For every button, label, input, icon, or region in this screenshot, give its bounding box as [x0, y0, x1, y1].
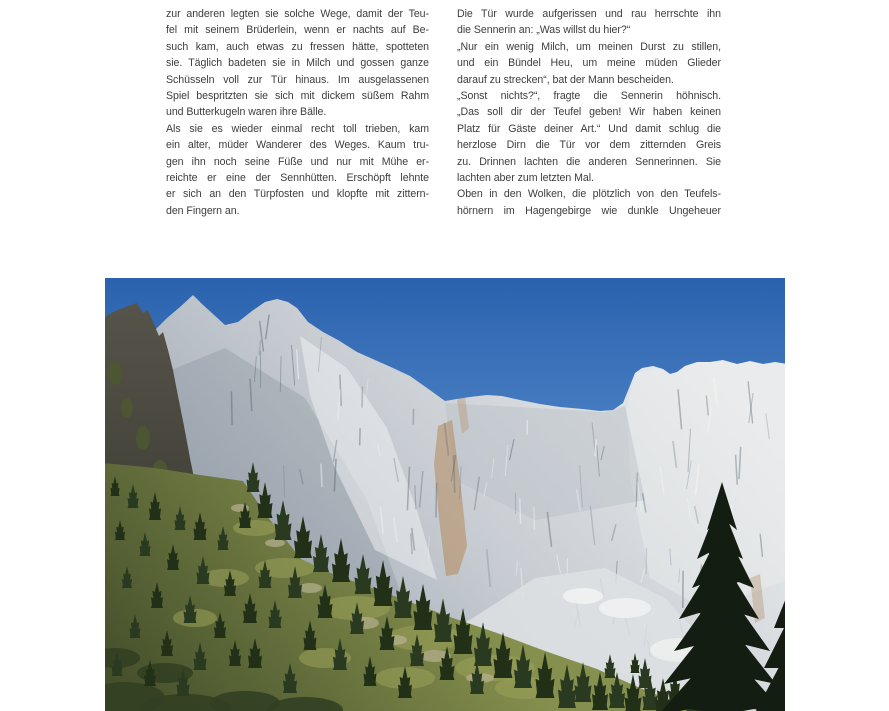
text-line: zur anderen legten sie solche Wege, damit der Teu- [166, 8, 429, 20]
text-line: Schüsseln voll zur Tür hinaus. Im ausgelassenen [166, 73, 429, 86]
text-line: lachten aber zum letzten Mal. [457, 171, 594, 184]
text-line: und Butterkugeln waren ihre Bälle. [166, 106, 327, 119]
text-line: fel mit seinem Brüderlein, wenn er nachts auf Be- [166, 24, 429, 37]
text-line: hörnern im Hagengebirge wie dunkle Ungeheuer [457, 204, 721, 217]
text-line: er sich an den Türpfosten und klopfte mit zittern- [166, 188, 429, 201]
text-line: Die Tür wurde aufgerissen und rau herrschte ihn [457, 8, 721, 20]
text-line: ein alter, müder Wanderer des Weges. Kaum tru- [166, 139, 429, 152]
text-line: den Fingern an. [166, 204, 240, 217]
mountain-photo-art [105, 278, 785, 711]
text-line: Platz für Gäste deiner Art.“ Und damit schlug die [457, 122, 721, 135]
scree-patch [599, 598, 651, 618]
text-line: die Sennerin an: „Was willst du hier?“ [457, 24, 631, 37]
text-line: und ein Bündel Heu, um meine müden Glieder [457, 57, 721, 70]
text-line: herzlose Dirn die Tür vor dem zitternden Greis [457, 139, 721, 152]
text-line: „Das soll dir der Teufel geben! Wir haben keinen [457, 106, 721, 119]
text-line: Spiel bespritzten sie sich mit dickem süßem Rahm [166, 89, 429, 102]
text-line: zu. Drinnen lachten die anderen Sennerinnen. Sie [457, 155, 721, 168]
text-column-left [166, 6, 429, 219]
text-line: darauf zu strecken“, bat der Mann bescheiden. [457, 73, 674, 86]
text-line: Als sie es wieder einmal recht toll trieben, kam [166, 122, 429, 135]
text-line: Oben in den Wolken, die plötzlich von den Teufels- [457, 188, 721, 201]
scree-patch [563, 588, 603, 604]
text-line: such kam, auch etwas zu fressen hätte, spotteten [166, 40, 429, 53]
text-line: „Nur ein wenig Milch, um meinen Durst zu stillen, [457, 40, 721, 53]
text-line: gen ihn noch seine Füße und nur mit Mühe er- [166, 155, 429, 168]
mountain-photo [105, 278, 785, 711]
text-column-right [457, 6, 721, 219]
text-line: „Sonst nichts?“, fragte die Sennerin höhnisch. [457, 89, 721, 102]
text-line: sie. Täglich badeten sie in Milch und gossen ganze [166, 57, 429, 70]
text-line: reichte er eine der Sennhütten. Erschöpft lehnte [166, 171, 429, 184]
